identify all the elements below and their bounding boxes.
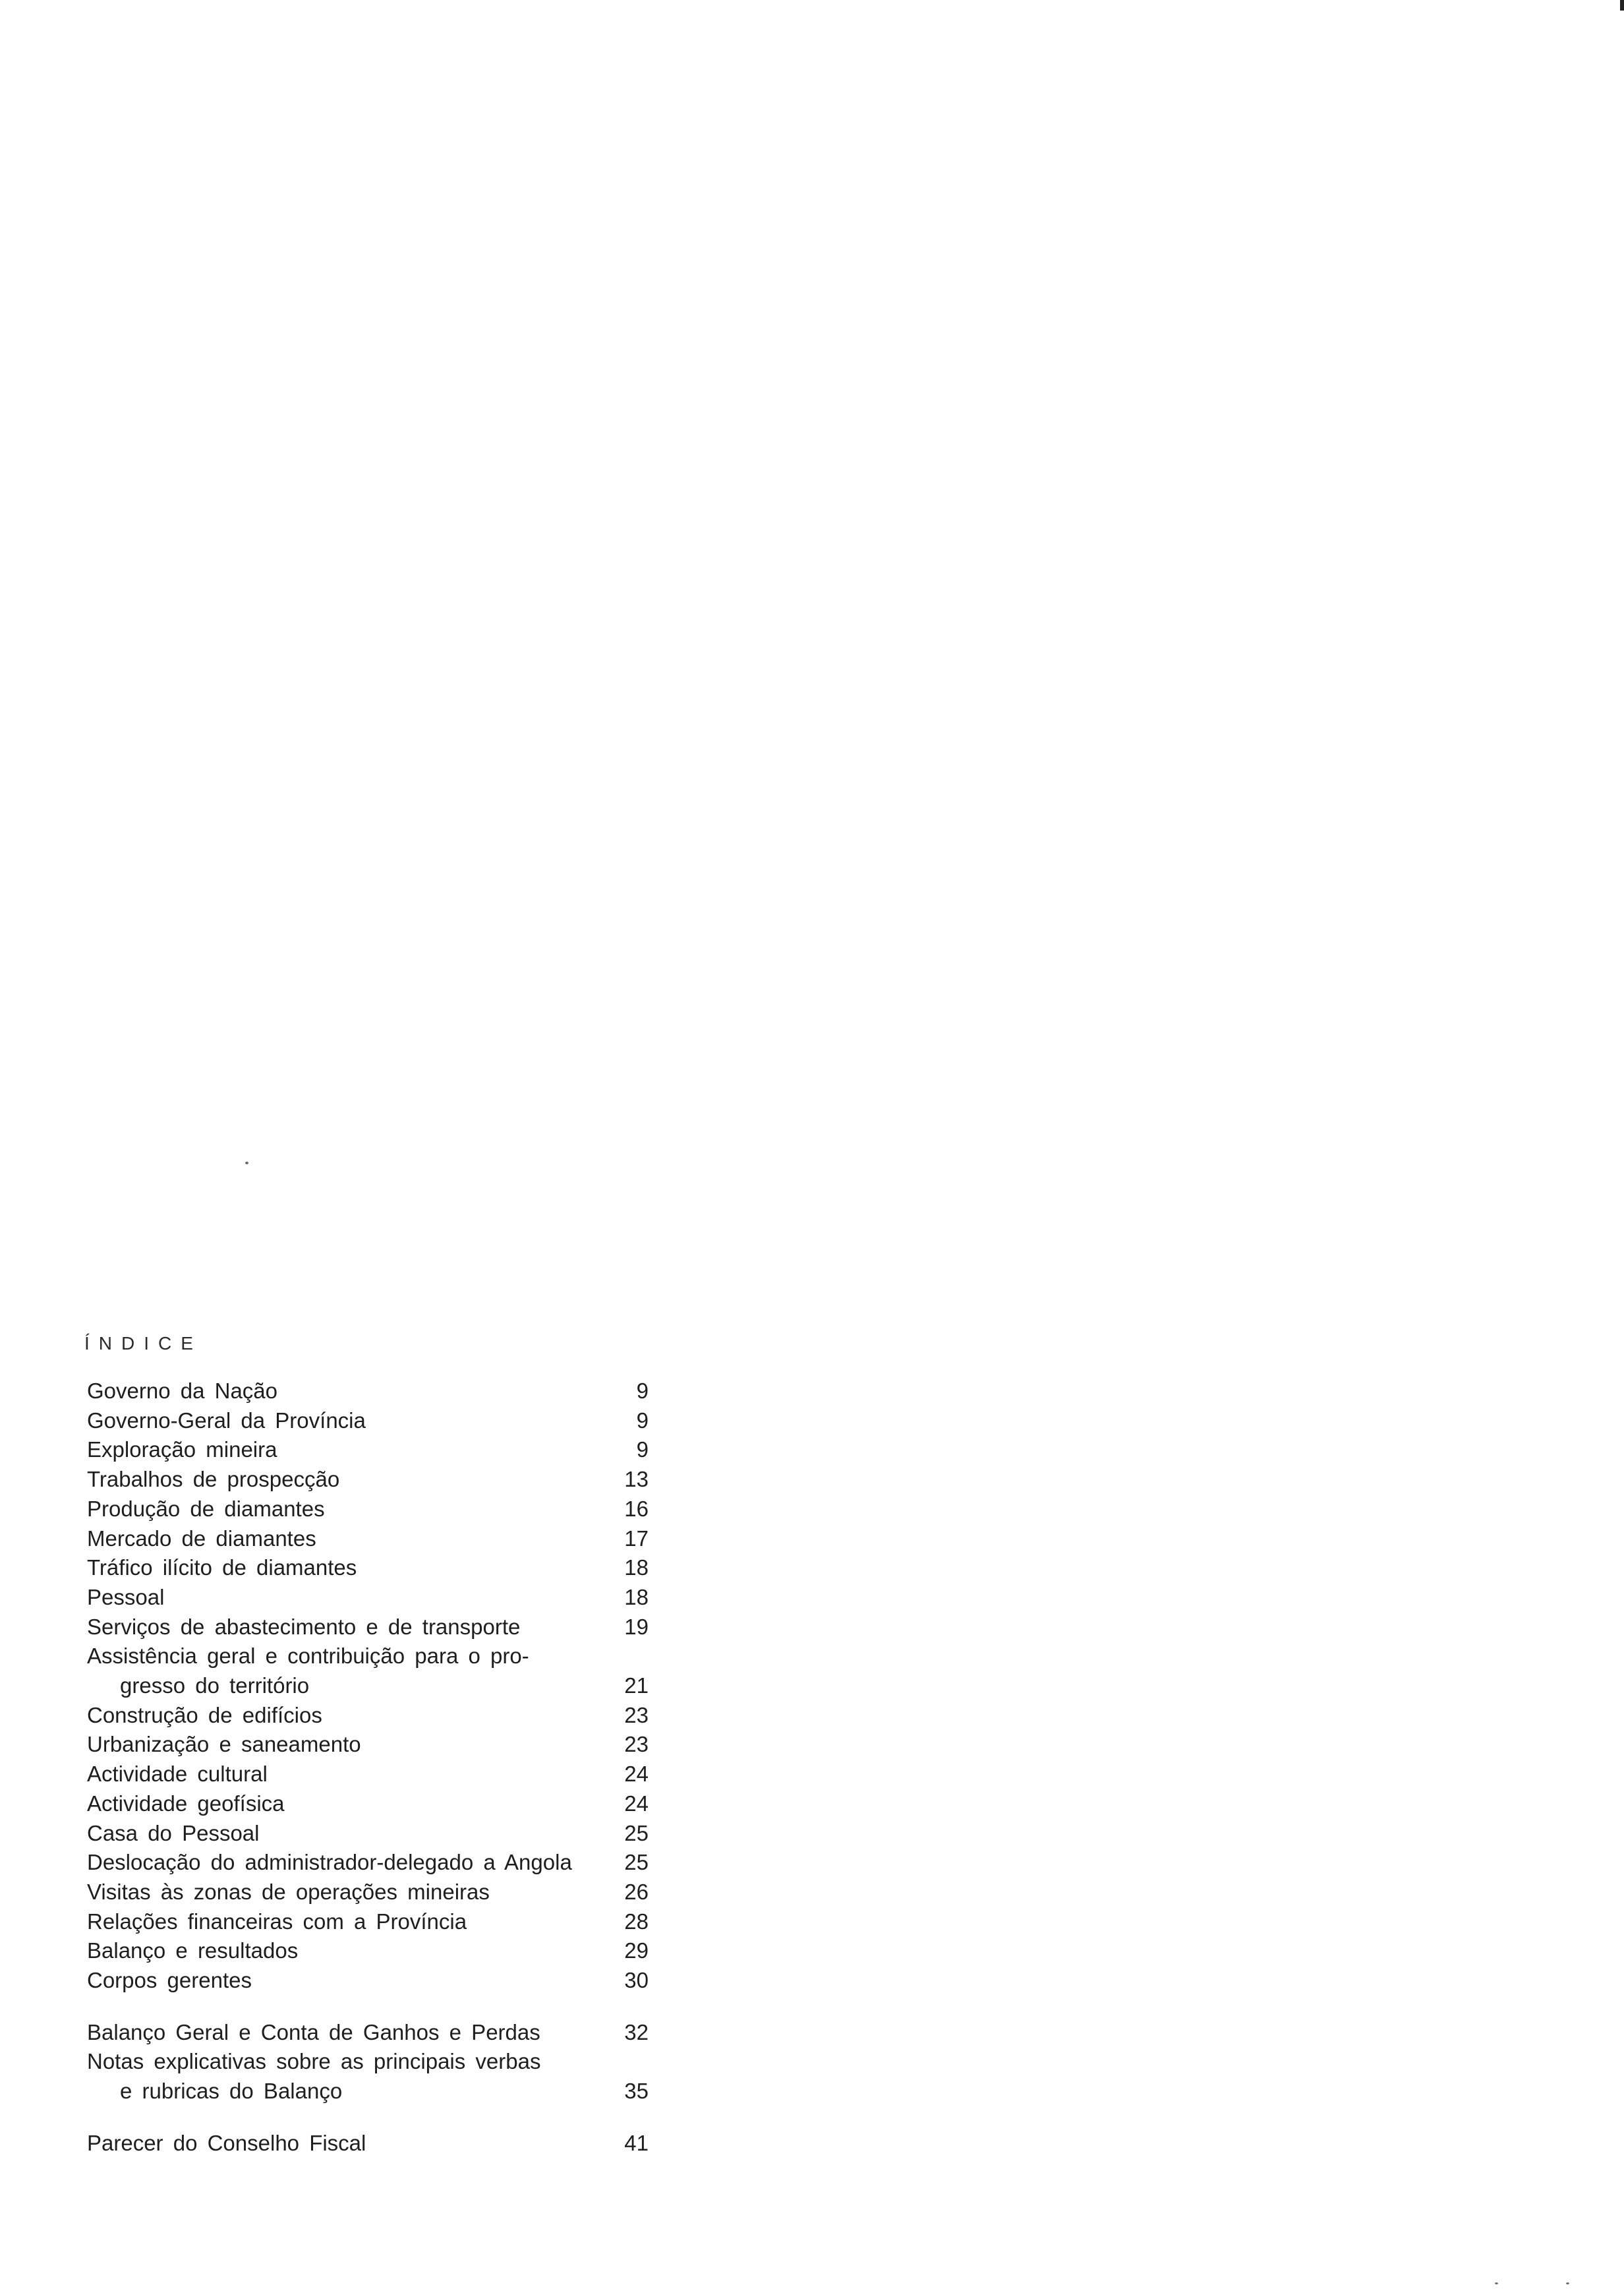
toc-entry <box>87 1613 649 1642</box>
toc-entry-title: Mercado de diamantes <box>87 1526 316 1551</box>
toc-entry <box>87 1936 649 1966</box>
toc-entry-page: 19 <box>624 1614 649 1639</box>
toc-entry-title: Notas explicativas sobre as principais verbas <box>87 2049 541 2074</box>
toc-entry-title: gresso do território <box>120 1673 310 1698</box>
toc-entry <box>87 1819 649 1849</box>
toc-entry <box>87 1966 649 1996</box>
index-heading: ÍNDICE <box>84 1333 202 1353</box>
toc-entry <box>87 1465 649 1495</box>
toc-entry <box>87 1701 649 1731</box>
toc-entry-title: e rubricas do Balanço <box>120 2079 343 2104</box>
toc-entry <box>87 1553 649 1583</box>
toc-entry-title: Deslocação do administrador-delegado a Angola <box>87 1850 572 1875</box>
toc-entry-title: Tráfico ilícito de diamantes <box>87 1555 357 1580</box>
toc-entry <box>87 1377 649 1406</box>
toc-entry-title: Produção de diamantes <box>87 1496 325 1521</box>
toc-entry-page: 35 <box>624 2079 649 2104</box>
toc-entry-page: 18 <box>624 1584 649 1609</box>
toc-entry <box>87 1406 649 1436</box>
toc-entry-page: 28 <box>624 1909 649 1934</box>
toc-group-accounts <box>87 2018 649 2106</box>
toc-entry-page: 18 <box>624 1555 649 1580</box>
toc-entry-page: 17 <box>624 1526 649 1551</box>
toc-entry-page: 24 <box>624 1791 649 1816</box>
toc-entry-continuation <box>87 2077 649 2106</box>
scan-speck <box>1566 2282 1569 2284</box>
toc-entry-title: Trabalhos de prospecção <box>87 1467 340 1492</box>
toc-group-chapters <box>87 1377 649 1996</box>
toc-entry <box>87 1435 649 1465</box>
toc-entry-title: Balanço Geral e Conta de Ganhos e Perdas <box>87 2019 540 2044</box>
toc-entry-title: Assistência geral e contribuição para o pro- <box>87 1644 529 1669</box>
toc-entry-page: 25 <box>624 1820 649 1845</box>
toc-entry-title: Exploração mineira <box>87 1437 277 1462</box>
toc-entry-page: 29 <box>624 1938 649 1963</box>
toc-entry-page: 25 <box>624 1850 649 1875</box>
toc-entry <box>87 1642 649 1671</box>
toc-entry-title: Casa do Pessoal <box>87 1820 260 1845</box>
toc-entry-page: 24 <box>624 1762 649 1787</box>
toc-entry-title: Actividade geofísica <box>87 1791 285 1816</box>
toc-entry-page: 41 <box>624 2130 649 2155</box>
toc-entry-title: Relações financeiras com a Província <box>87 1909 467 1934</box>
toc-entry-page: 9 <box>636 1379 649 1403</box>
toc-entry-page: 23 <box>624 1732 649 1757</box>
toc-entry-title: Urbanização e saneamento <box>87 1732 361 1757</box>
toc-entry-page: 30 <box>624 1968 649 1993</box>
toc-entry <box>87 1583 649 1613</box>
table-of-contents <box>87 1377 649 2181</box>
scan-speck <box>1495 2282 1498 2284</box>
toc-entry-page: 16 <box>624 1496 649 1521</box>
toc-entry-page: 32 <box>624 2019 649 2044</box>
toc-entry <box>87 2129 649 2158</box>
toc-entry-title: Corpos gerentes <box>87 1968 252 1993</box>
toc-entry-page: 9 <box>636 1408 649 1433</box>
toc-entry <box>87 1495 649 1524</box>
toc-entry-title: Pessoal <box>87 1584 165 1609</box>
toc-entry-title: Governo-Geral da Província <box>87 1408 366 1433</box>
toc-group-opinion <box>87 2129 649 2158</box>
toc-entry <box>87 2047 649 2077</box>
toc-entry-title: Actividade cultural <box>87 1762 268 1787</box>
toc-entry-title: Visitas às zonas de operações mineiras <box>87 1879 490 1904</box>
toc-entry-page: 21 <box>624 1673 649 1698</box>
toc-entry <box>87 1760 649 1789</box>
scan-speck <box>1620 0 1624 11</box>
toc-entry-continuation <box>87 1671 649 1701</box>
toc-entry-title: Balanço e resultados <box>87 1938 299 1963</box>
toc-entry <box>87 1524 649 1554</box>
toc-entry <box>87 1730 649 1760</box>
scan-speck <box>245 1162 248 1164</box>
toc-entry <box>87 1789 649 1819</box>
toc-entry <box>87 2018 649 2048</box>
toc-entry <box>87 1878 649 1907</box>
toc-entry-title: Parecer do Conselho Fiscal <box>87 2130 366 2155</box>
toc-entry-page: 9 <box>636 1437 649 1462</box>
toc-entry-title: Construção de edifícios <box>87 1702 322 1727</box>
toc-entry <box>87 1848 649 1878</box>
toc-entry-page: 23 <box>624 1702 649 1727</box>
toc-entry-title: Serviços de abastecimento e de transporte <box>87 1614 521 1639</box>
toc-entry-page: 13 <box>624 1467 649 1492</box>
toc-entry-page: 26 <box>624 1879 649 1904</box>
toc-entry <box>87 1907 649 1937</box>
toc-entry-title: Governo da Nação <box>87 1379 278 1403</box>
